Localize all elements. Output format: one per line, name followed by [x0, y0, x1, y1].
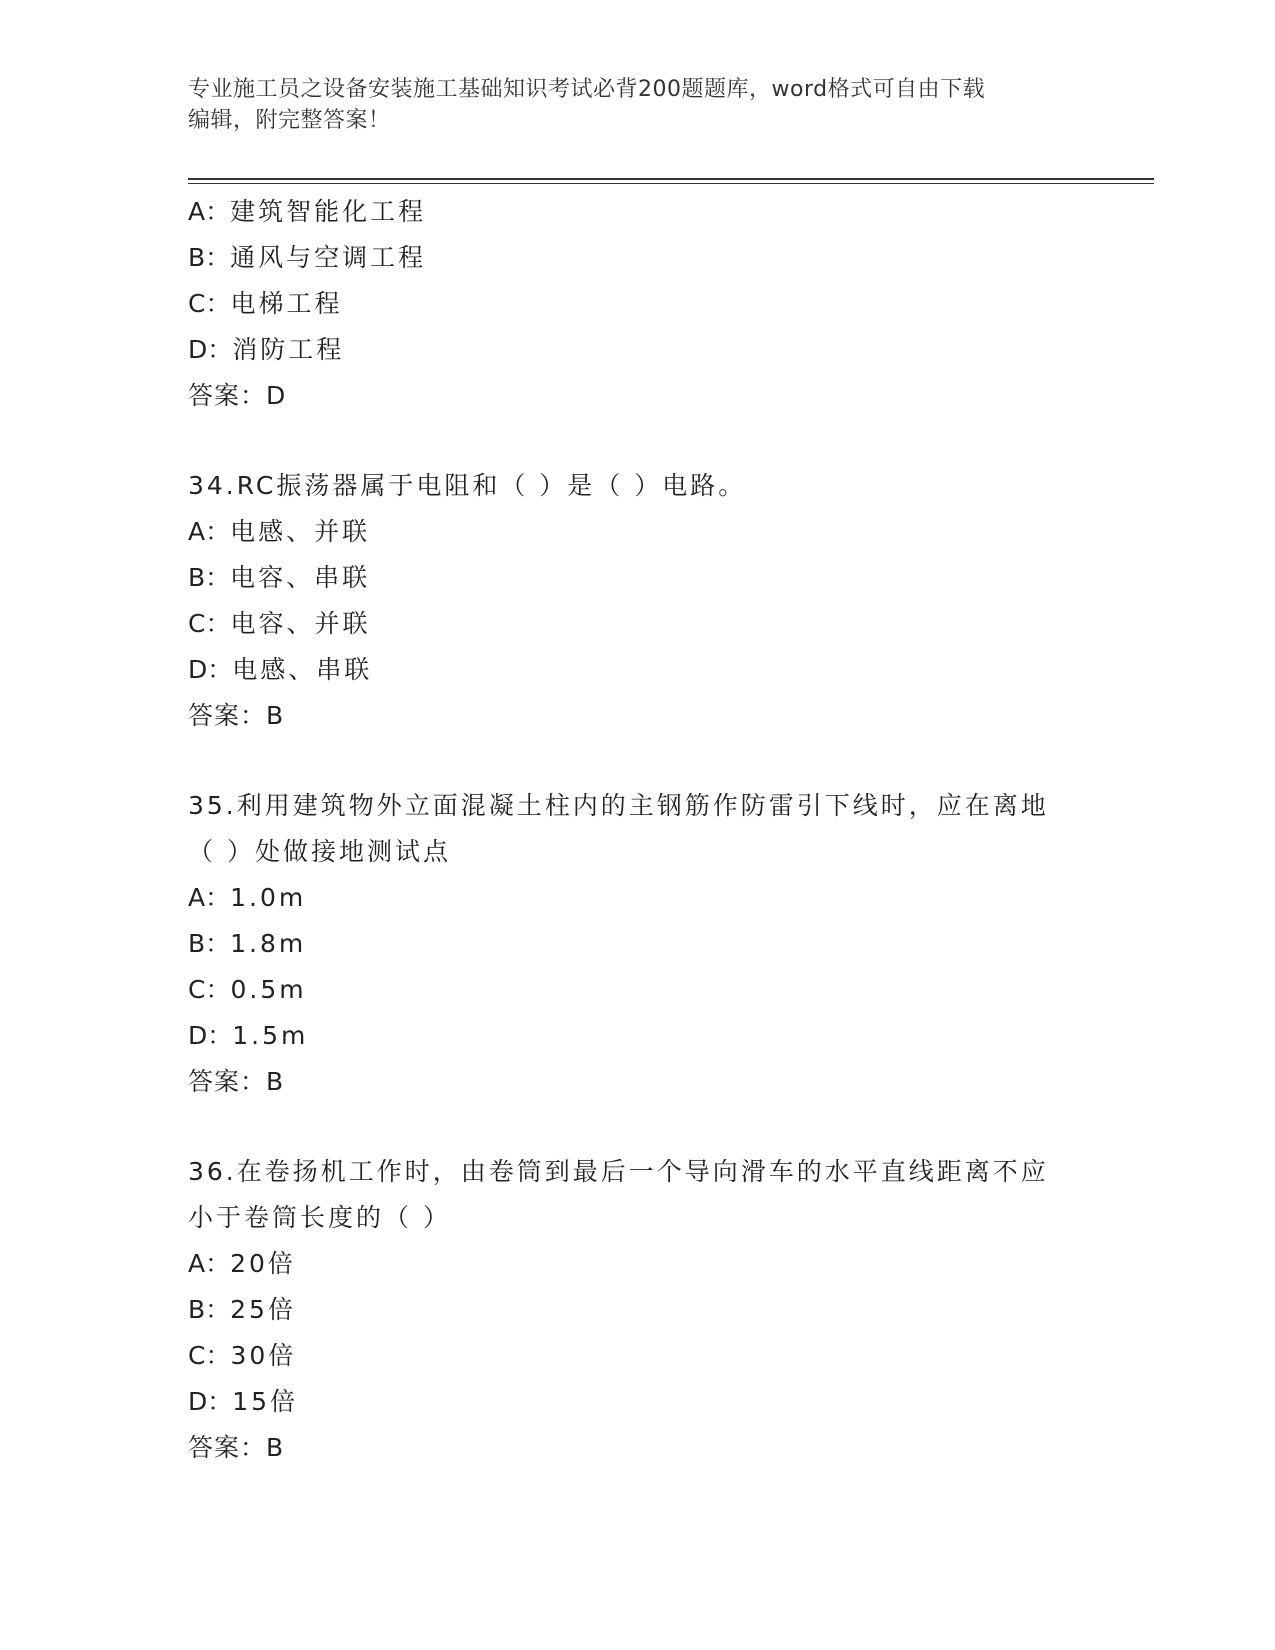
option-key: D： [188, 335, 233, 364]
option-text: 0.5m [230, 975, 307, 1004]
question-34 [188, 463, 1088, 739]
option-d [188, 1013, 1088, 1059]
option-a [188, 189, 1088, 235]
question-33 [188, 189, 1088, 419]
option-text: 1.0m [230, 883, 307, 912]
question-35 [188, 783, 1088, 1105]
option-key: A： [188, 517, 231, 546]
option-key: B： [188, 1295, 231, 1324]
option-text: 20倍 [230, 1249, 296, 1278]
option-text: 通风与空调工程 [230, 243, 427, 272]
question-text [188, 1149, 1078, 1241]
option-key: B： [188, 243, 231, 272]
option-text: 建筑智能化工程 [230, 197, 427, 226]
option-text: 电感、串联 [232, 655, 373, 684]
question-text-line-2: 小于卷筒长度的（ ） [188, 1203, 451, 1232]
question-list [188, 189, 1088, 1471]
option-c [188, 601, 1088, 647]
header-divider-thick [188, 178, 1154, 180]
option-key: A： [188, 1249, 231, 1278]
option-d [188, 327, 1088, 373]
option-d [188, 1379, 1088, 1425]
option-key: A： [188, 197, 231, 226]
option-text: 30倍 [230, 1341, 297, 1370]
option-key: C： [188, 975, 231, 1004]
option-text: 电容、串联 [230, 563, 371, 592]
answer-line: 答案：B [188, 1067, 285, 1096]
answer-line: 答案：D [188, 381, 287, 410]
option-text: 电感、并联 [230, 517, 371, 546]
option-c [188, 1333, 1088, 1379]
option-b [188, 1287, 1088, 1333]
option-text: 电容、并联 [230, 609, 371, 638]
option-key: B： [188, 563, 231, 592]
question-text-line-2: （ ）处做接地测试点 [188, 837, 451, 866]
question-36 [188, 1149, 1088, 1471]
option-d [188, 647, 1088, 693]
question-text [188, 783, 1078, 875]
option-key: A： [188, 883, 231, 912]
option-key: D： [188, 1021, 233, 1050]
header-line-2: 编辑，附完整答案！ [188, 108, 391, 133]
question-text: 34.RC振荡器属于电阻和（ ）是（ ）电路。 [188, 471, 747, 500]
option-key: C： [188, 1341, 231, 1370]
option-key: D： [188, 1387, 233, 1416]
question-text-line-1: 35.利用建筑物外立面混凝土柱内的主钢筋作防雷引下线时，应在离地 [188, 791, 1049, 820]
option-key: B： [188, 929, 231, 958]
option-a [188, 509, 1088, 555]
option-c [188, 281, 1088, 327]
header-divider-thin [188, 183, 1154, 184]
option-c [188, 967, 1088, 1013]
document-header [188, 74, 1088, 136]
question-text-line-1: 36.在卷扬机工作时，由卷筒到最后一个导向滑车的水平直线距离不应 [188, 1157, 1049, 1186]
option-text: 1.8m [230, 929, 307, 958]
option-text: 25倍 [230, 1295, 296, 1324]
option-b [188, 235, 1088, 281]
option-key: C： [188, 289, 231, 318]
option-a [188, 1241, 1088, 1287]
answer-line: 答案：B [188, 1433, 285, 1462]
answer-line: 答案：B [188, 701, 285, 730]
option-b [188, 921, 1088, 967]
option-text: 15倍 [232, 1387, 299, 1416]
option-b [188, 555, 1088, 601]
option-a [188, 875, 1088, 921]
option-text: 电梯工程 [230, 289, 343, 318]
option-text: 消防工程 [232, 335, 345, 364]
option-key: C： [188, 609, 231, 638]
header-line-1: 专业施工员之设备安装施工基础知识考试必背200题题库，word格式可自由下载 [188, 77, 986, 102]
option-key: D： [188, 655, 233, 684]
option-text: 1.5m [232, 1021, 309, 1050]
